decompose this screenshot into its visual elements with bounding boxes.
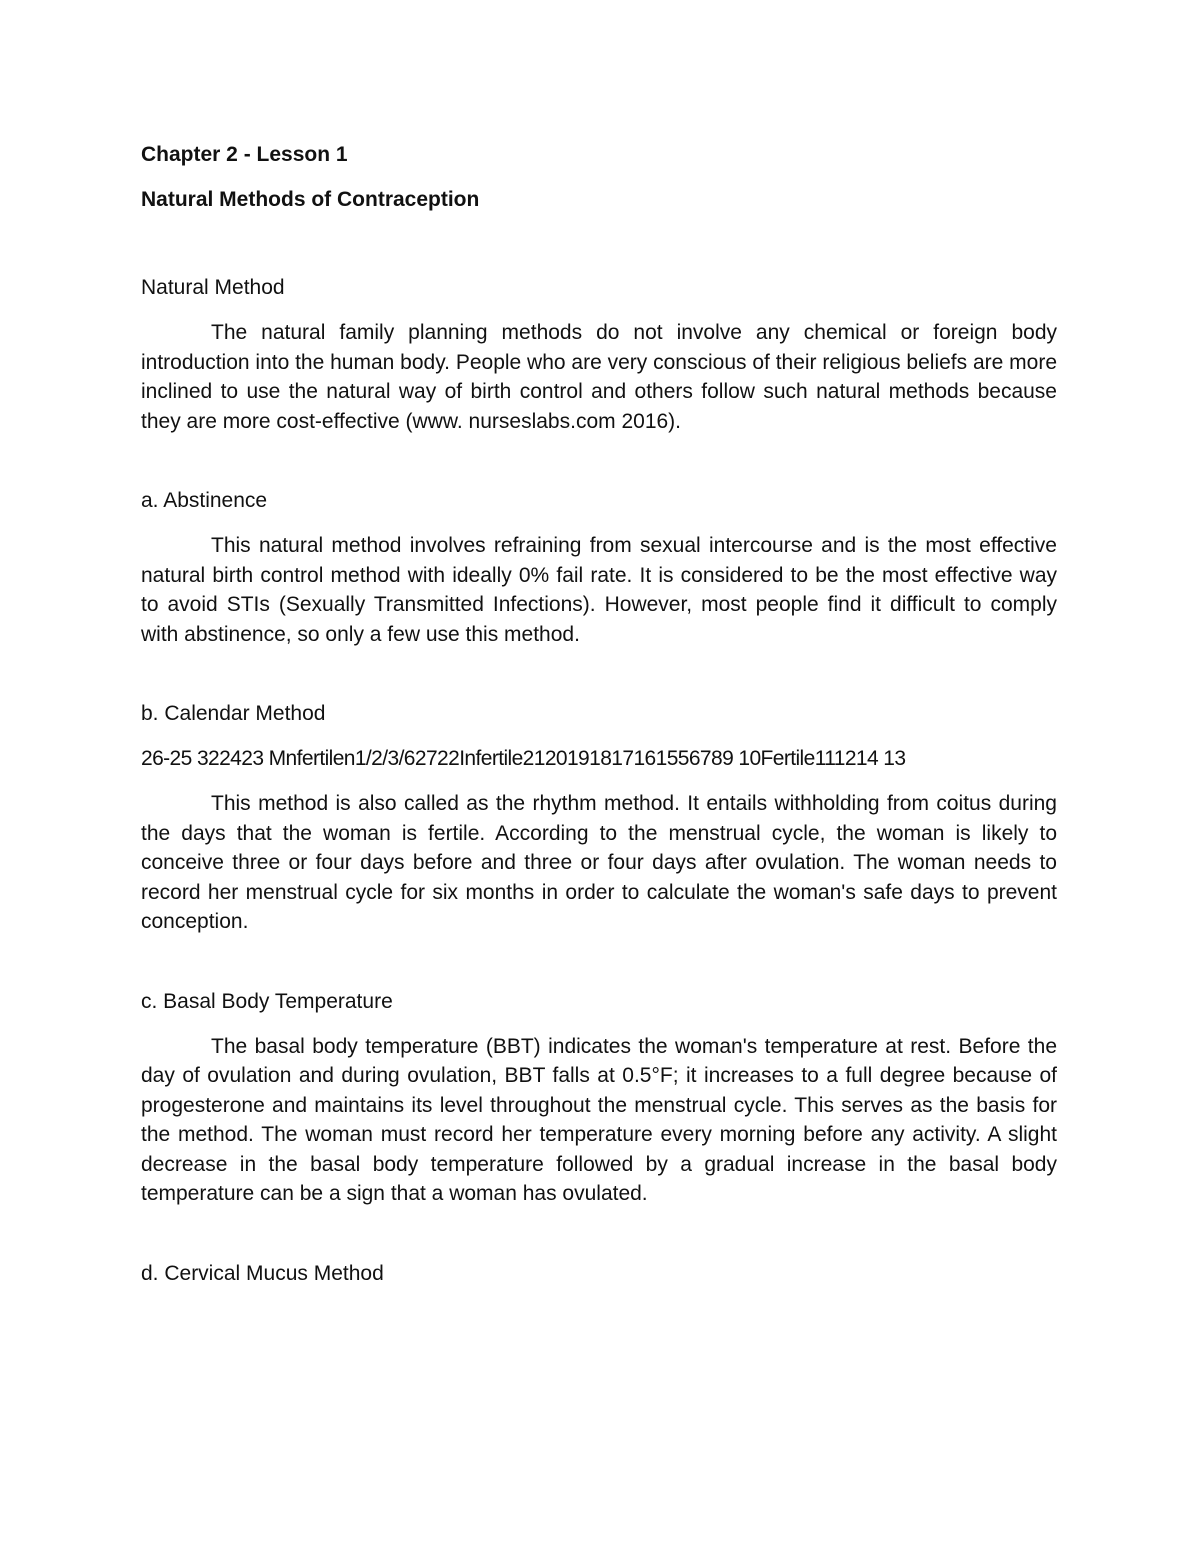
paragraph-abstinence: This natural method involves refraining from sexual intercourse and is the most effective natural birth control method with ideally 0% fail rate. It is considered to be the most effective way to avoid STIs (Sexually Transmitted Infections). However, most people find it difficult to comply with abstinence, so only a few use this method. xyxy=(141,534,1057,646)
section-heading-cervical-mucus-method: d. Cervical Mucus Method xyxy=(141,1261,384,1285)
paragraph-calendar-method: This method is also called as the rhythm method. It entails withholding from coitus during the days that the woman is fertile. According to the menstrual cycle, the woman is likely to conceive three or four days before and three or four days after ovulation. The woman needs to record her menstrual cycle for six months in order to calculate the woman's safe days to prevent conception. xyxy=(141,792,1057,933)
section-heading-abstinence: a. Abstinence xyxy=(141,489,268,512)
section-heading-calendar-method: b. Calendar Method xyxy=(141,702,326,725)
lesson-title: Natural Methods of Contraception xyxy=(141,188,480,211)
document-body xyxy=(141,140,1057,1289)
chapter-title: Chapter 2 - Lesson 1 xyxy=(141,143,348,166)
calendar-figure-text: 26-25 322423 Mnfertilen1/2/3/62722Infertile2120191817161556789 10Fertile111214 13 xyxy=(141,747,906,770)
section-heading-natural-method: Natural Method xyxy=(141,276,285,299)
section-heading-basal-body-temperature: c. Basal Body Temperature xyxy=(141,989,393,1013)
paragraph-basal-body-temperature: The basal body temperature (BBT) indicates the woman's temperature at rest. Before the day of ovulation and during ovulation, BBT falls at 0.5°F; it increases to a full degree because of progesterone and maintains its level throughout the menstrual cycle. This serves as the basis for the method. The woman must record her temperature every morning before any activity. A slight decrease in the basal body temperature followed by a gradual increase in the basal body temperature can be a sign that a woman has ovulated. xyxy=(141,1034,1057,1205)
paragraph-natural-method: The natural family planning methods do not involve any chemical or foreign body introduction into the human body. People who are very conscious of their religious beliefs are more inclined to use the natural way of birth control and others follow such natural methods because they are more cost-effective (www. nurseslabs.com 2016). xyxy=(141,321,1057,433)
